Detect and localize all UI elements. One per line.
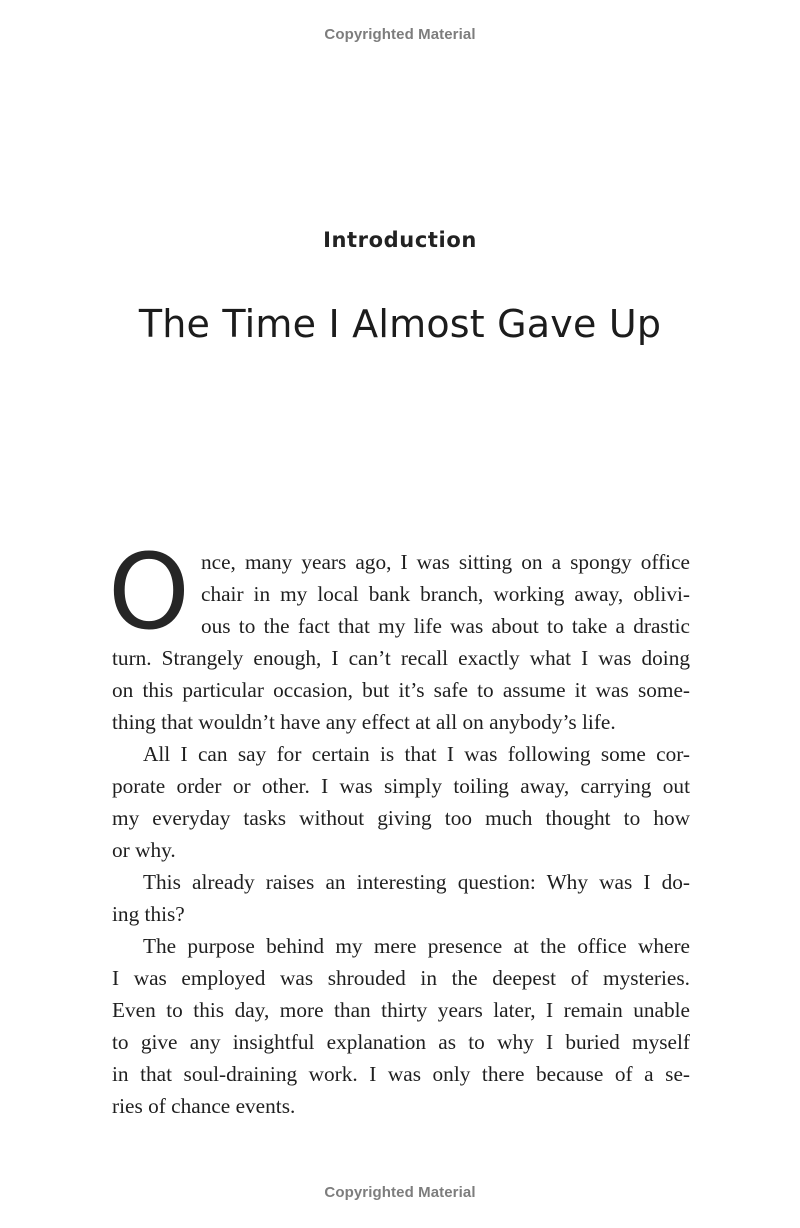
body-line: my everyday tasks without giving too much thought to how	[112, 806, 690, 830]
drop-cap: O	[108, 531, 190, 653]
chapter-title: The Time I Almost Gave Up	[138, 302, 662, 346]
body-line: thing that wouldn’t have any effect at all on anybody’s life.	[112, 710, 616, 734]
body-line: porate order or other. I was simply toiling away, carrying out	[112, 774, 690, 798]
body-line: I was employed was shrouded in the deepest of mysteries.	[112, 966, 690, 990]
body-line: nce, many years ago, I was sitting on a spongy office	[201, 550, 690, 574]
body-line: in that soul-draining work. I was only there because of a se-	[112, 1062, 690, 1086]
body-line: on this particular occasion, but it’s safe to assume it was some-	[112, 678, 690, 702]
body-line: turn. Strangely enough, I can’t recall exactly what I was doing	[112, 646, 690, 670]
body-line: or why.	[112, 838, 176, 862]
body-line: to give any insightful explanation as to why I buried myself	[112, 1030, 690, 1054]
body-line: All I can say for certain is that I was following some cor-	[143, 742, 690, 766]
body-text	[108, 531, 690, 1122]
copyright-footer: Copyrighted Material	[324, 1184, 476, 1201]
body-line: This already raises an interesting question: Why was I do-	[143, 870, 690, 894]
copyright-header: Copyrighted Material	[324, 26, 476, 43]
body-line: ous to the fact that my life was about to take a drastic	[201, 614, 690, 638]
body-line: chair in my local bank branch, working away, oblivi-	[201, 582, 690, 606]
body-line: ries of chance events.	[112, 1094, 296, 1118]
body-line: The purpose behind my mere presence at the office where	[143, 934, 690, 958]
body-line: ing this?	[112, 902, 185, 926]
chapter-label: Introduction	[323, 228, 477, 252]
body-line: Even to this day, more than thirty years later, I remain unable	[112, 998, 690, 1022]
